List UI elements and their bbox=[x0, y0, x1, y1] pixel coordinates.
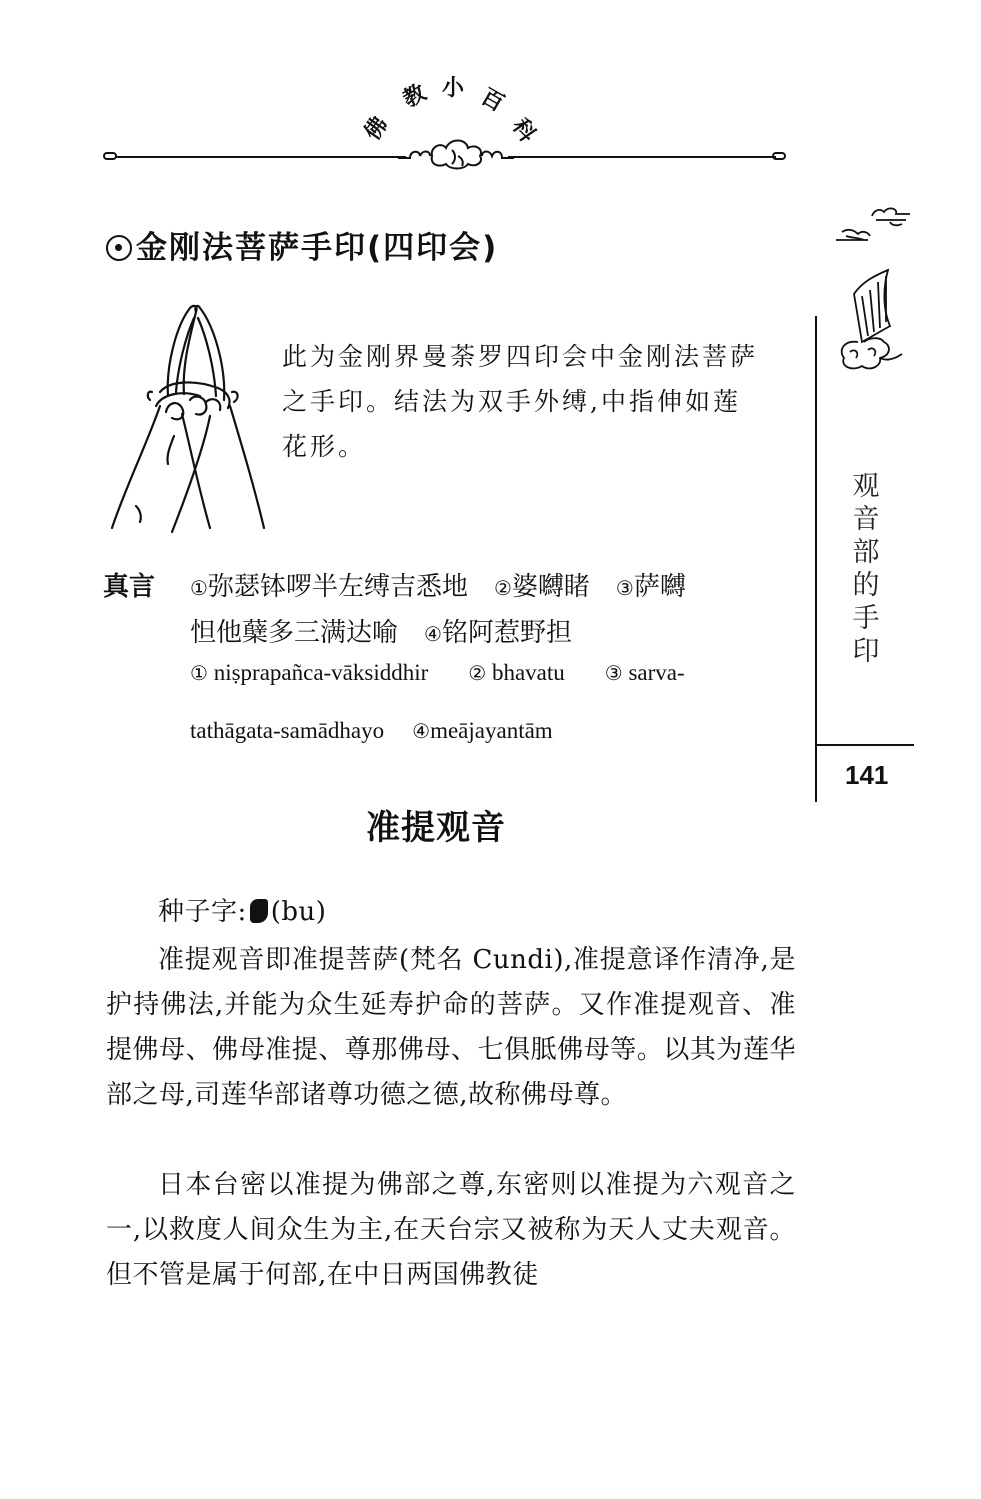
mantra-number: ③ bbox=[604, 663, 623, 685]
chapter-char: 印 bbox=[852, 636, 880, 667]
mantra-roman-phrase: sarva- bbox=[628, 660, 685, 685]
seed-syllable-line bbox=[106, 890, 796, 935]
book-title-char: 小 bbox=[442, 76, 465, 101]
chapter-char: 部 bbox=[852, 537, 880, 568]
description-line: 此为金刚界曼荼罗四印会中金刚法菩萨 bbox=[282, 342, 759, 371]
mantra-number: ② bbox=[493, 576, 512, 600]
mantra-roman-phrase: meājayantām bbox=[430, 718, 553, 743]
chapter-title-vertical bbox=[848, 470, 884, 668]
mantra-phrase: 怛他蘖多三满达喻 bbox=[190, 618, 399, 648]
cloud-ornament-icon bbox=[396, 136, 516, 172]
circle-dot-icon bbox=[106, 235, 132, 261]
mantra-chinese-line-2 bbox=[190, 612, 572, 649]
book-title-char: 佛 bbox=[360, 112, 394, 145]
lotus-flag-decoration-icon bbox=[834, 262, 904, 372]
chapter-char: 的 bbox=[852, 570, 880, 601]
body-paragraph-1: 准提观音即准提菩萨(梵名 Cundi),准提意译作清净,是护持佛法,并能为众生延寿护命的菩萨。又作准提观音、准提佛母、佛母准提、尊那佛母、七俱胝佛母等。以其为莲华部之母,司莲华部诸尊功德之德,故称佛母尊。 bbox=[106, 945, 796, 1110]
side-tab-divider-horizontal bbox=[815, 744, 914, 746]
book-title-char: 百 bbox=[476, 84, 509, 117]
mantra-number: ④ bbox=[424, 622, 442, 646]
mantra-roman-phrase: niṣprapañca-vāksiddhir bbox=[213, 660, 429, 685]
side-tab-divider-vertical bbox=[815, 316, 817, 802]
chapter-char: 手 bbox=[852, 603, 880, 634]
siddham-seed-glyph-icon bbox=[250, 899, 268, 923]
mantra-number: ① bbox=[190, 663, 208, 685]
mudra-hands-illustration bbox=[106, 296, 276, 536]
cloud-decoration-icon bbox=[832, 196, 912, 246]
seed-reading: (bu) bbox=[270, 897, 327, 927]
mantra-roman-phrase: tathāgata-samādhayo bbox=[190, 718, 385, 743]
mantra-romanized-line-2 bbox=[190, 718, 553, 744]
mantra-roman-phrase: bhavatu bbox=[491, 660, 565, 685]
mantra-romanized-line-1 bbox=[190, 660, 685, 686]
mantra-phrase: 萨嚩 bbox=[633, 572, 686, 602]
mudra-description bbox=[282, 334, 797, 469]
mantra-phrase: 铭阿惹野担 bbox=[441, 618, 572, 648]
chapter-char: 观 bbox=[852, 471, 880, 502]
book-title-char: 科 bbox=[506, 114, 540, 147]
seed-label: 种子字: bbox=[158, 897, 247, 927]
header-rule-left bbox=[116, 156, 406, 158]
page-number: 141 bbox=[845, 760, 889, 790]
description-line: 花形。 bbox=[282, 432, 367, 461]
mantra-number: ③ bbox=[615, 576, 634, 600]
section-title bbox=[106, 222, 498, 267]
rule-right-ornament bbox=[772, 152, 786, 160]
mantra-number: ① bbox=[190, 576, 208, 600]
mantra-phrase: 弥瑟钵啰半左缚吉悉地 bbox=[207, 572, 468, 602]
mantra-number: ② bbox=[468, 663, 487, 685]
mantra-number: ④ bbox=[412, 721, 431, 743]
subsection-title: 准提观音 bbox=[366, 808, 506, 848]
mantra-chinese-line-1 bbox=[190, 566, 686, 603]
mantra-phrase: 婆嚩睹 bbox=[511, 572, 590, 602]
rule-left-ornament bbox=[103, 152, 117, 160]
book-title-char: 教 bbox=[399, 80, 431, 113]
body-paragraph-2: 日本台密以准提为佛部之尊,东密则以准提为六观音之一,以救度人间众生为主,在天台宗又被称为天人丈夫观音。但不管是属于何部,在中日两国佛教徒 bbox=[106, 1170, 796, 1290]
chapter-char: 音 bbox=[852, 504, 880, 535]
header-rule-right bbox=[508, 156, 776, 158]
section-title-text: 金刚法菩萨手印(四印会) bbox=[136, 230, 499, 266]
mantra-label: 真言 bbox=[103, 572, 156, 602]
description-line: 之手印。结法为双手外缚,中指伸如莲 bbox=[282, 387, 741, 416]
